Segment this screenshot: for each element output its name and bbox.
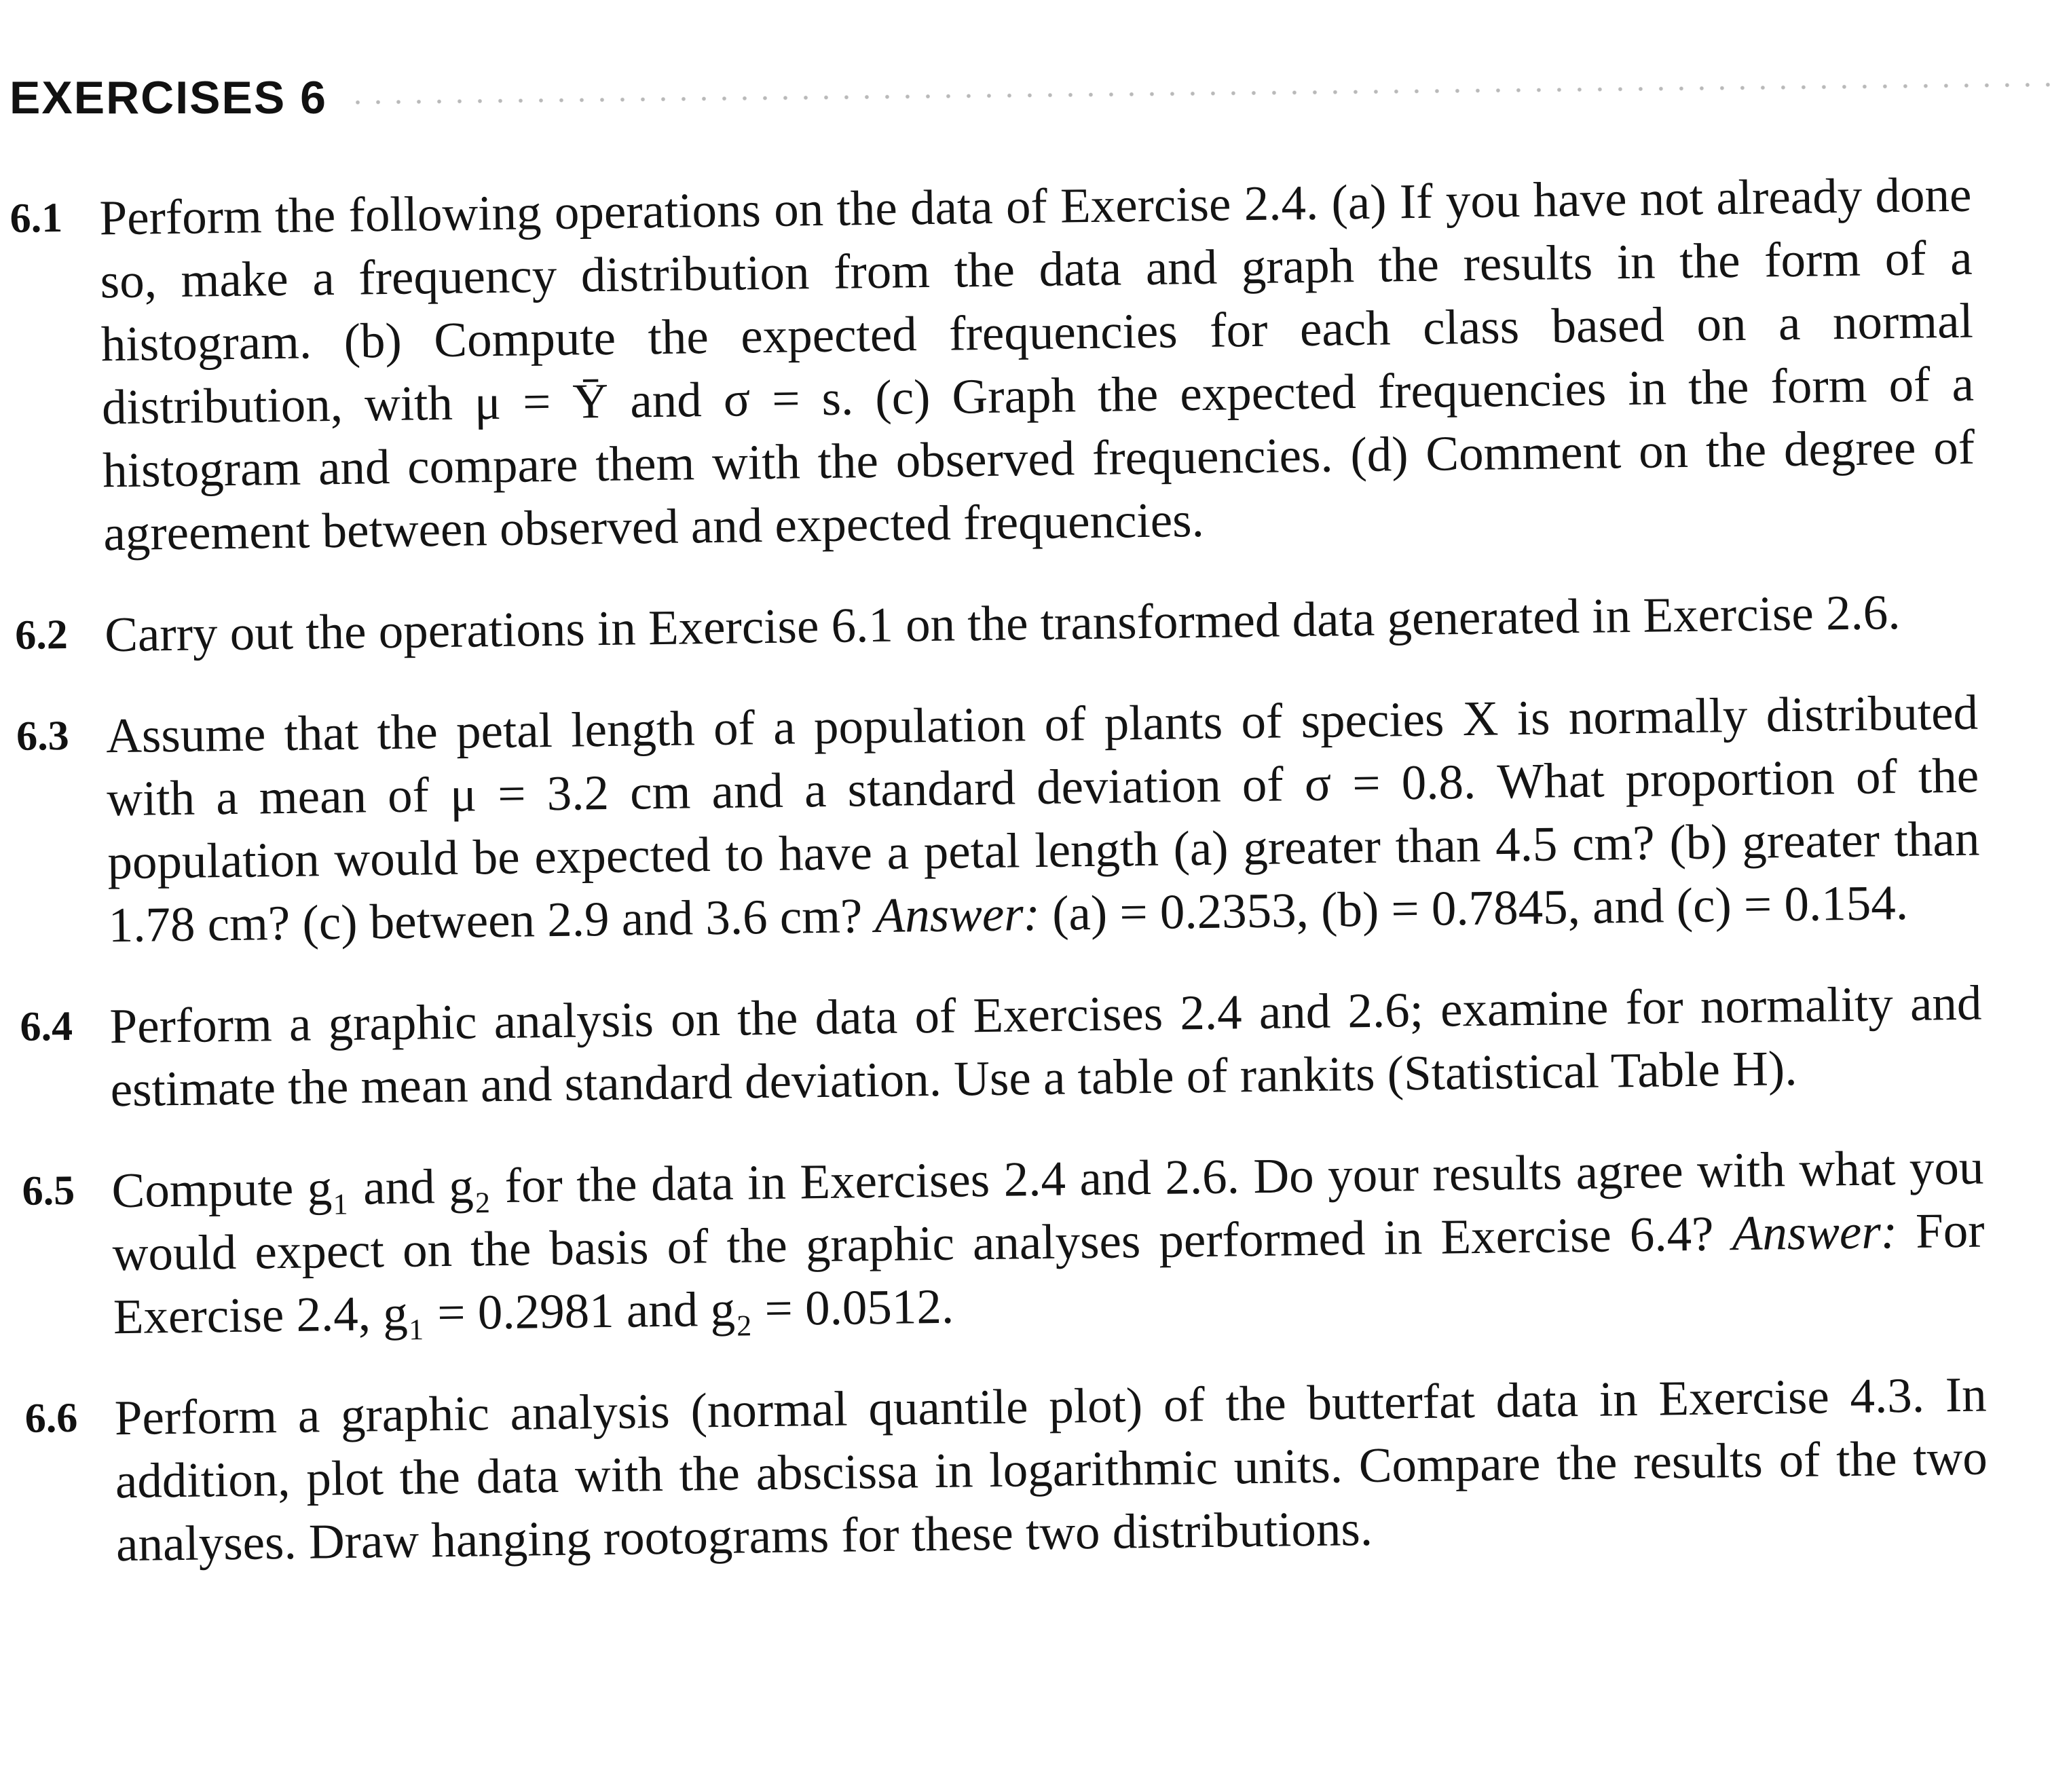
exercise-6-6 — [24, 1363, 1988, 1577]
exercise-list — [10, 163, 1989, 1615]
exercise-number: 6.1 — [10, 195, 63, 242]
exercise-number: 6.2 — [14, 611, 69, 658]
exercise-text: Perform a graphic analysis (normal quantile plot) of the butterfat data in Exercise 4.3. In addition, plot the data with the abscissa in logarithmic units. Compare the results of the two analyses. Draw hanging rootograms for these two distributions. — [114, 1366, 1988, 1572]
exercise-6-1 — [10, 163, 1976, 566]
exercise-body — [99, 163, 1976, 565]
exercise-text: Assume that the petal length of a population of plants of species X is normally distributed with a mean of μ = 3.2 cm and a standard deviation of σ = 0.8. What proportion of the population would be expected to have a petal length (a) greater than 4.5 cm? (b) greater than 1.78 cm? (c) between 2.9 and 3.6 cm? — [105, 684, 1980, 953]
exercise-body — [106, 681, 1981, 957]
exercise-number: 6.5 — [22, 1167, 75, 1214]
exercise-6-2 — [15, 580, 1977, 667]
answer-label: Answer: — [1732, 1203, 1898, 1261]
exercise-text: Carry out the operations in Exercise 6.1 on the transformed data generated in Exercise 2.6. — [104, 584, 1901, 662]
exercise-body — [105, 580, 1977, 667]
exercise-text: Compute g₁ and g₂ for the data in Exercises 2.4 and 2.6. Do your results agree with what you would expect on the basis of the graphic analyses performed in Exercise 6.4? — [111, 1139, 1984, 1282]
dotted-rule — [348, 80, 2053, 107]
exercise-body — [109, 971, 1983, 1121]
exercise-number: 6.4 — [20, 1003, 73, 1050]
exercise-text: Perform a graphic analysis on the data of Exercises 2.4 and 2.6; examine for normality and estimate the mean and standard deviation. Use a table of rankits (Statistical Table H). — [109, 975, 1982, 1117]
exercise-text: Perform the following operations on the data of Exercise 2.4. (a) If you have not already done so, make a frequency distribution from the data and graph the results in the form of a histogram. (b) Compute the expected frequencies for each class based on a normal distribution, with μ = Ȳ and σ = s. (c) Graph the expected frequencies in the form of a histogram and compare them with the observed frequencies. (d) Comment on the degree of agreement between observed and expected frequencies. — [99, 166, 1975, 561]
exercise-body — [114, 1363, 1988, 1576]
exercise-body — [111, 1136, 1986, 1349]
answer-text: For Exercise 2.4, g₁ = 0.2981 and g₂ = 0.0512. — [113, 1202, 1986, 1345]
section-header — [10, 71, 2053, 125]
answer-text: (a) = 0.2353, (b) = 0.7845, and (c) = 0.154. — [1051, 874, 1909, 941]
exercise-6-3 — [16, 681, 1981, 958]
exercise-number: 6.6 — [24, 1394, 78, 1442]
exercise-6-4 — [20, 971, 1983, 1122]
exercise-number: 6.3 — [16, 712, 70, 760]
exercise-6-5 — [22, 1136, 1986, 1349]
answer-label: Answer: — [874, 886, 1041, 944]
section-title: EXERCISES 6 — [10, 72, 327, 124]
